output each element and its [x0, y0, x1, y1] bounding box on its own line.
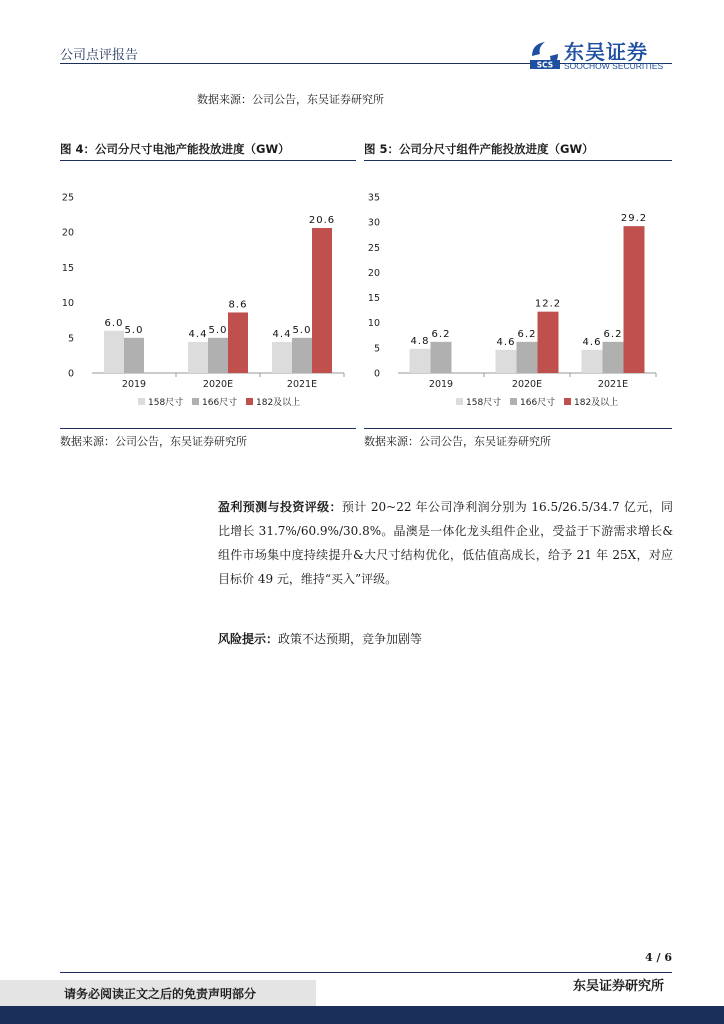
y-tick-label: 20 — [61, 227, 74, 239]
y-tick-label: 5 — [373, 343, 380, 355]
x-tick-label: 2020E — [511, 379, 543, 390]
y-tick-label: 35 — [367, 192, 380, 204]
y-tick-label: 25 — [367, 242, 380, 254]
data-label: 4.4 — [188, 329, 208, 341]
logo-en-text: SOOCHOW SECURITIES — [564, 61, 664, 71]
y-tick-label: 10 — [367, 318, 380, 330]
forecast-paragraph — [218, 495, 673, 591]
y-tick-label: 0 — [67, 368, 74, 380]
figure-4-source: 数据来源：公司公告，东吴证券研究所 — [60, 435, 247, 448]
figure-5-chart — [364, 183, 672, 413]
bar — [292, 338, 312, 373]
logo-mark-icon — [528, 38, 562, 72]
data-label: 29.2 — [620, 213, 648, 225]
x-tick-label: 2021E — [286, 379, 318, 390]
x-tick-label: 2019 — [121, 379, 147, 390]
x-tick-label: 2019 — [428, 379, 454, 390]
legend-swatch — [192, 398, 199, 405]
data-label: 4.6 — [496, 336, 516, 348]
page-number: 4 / 6 — [645, 951, 672, 964]
bar — [624, 226, 645, 373]
logo-cn-text: 东吴证券 — [564, 40, 648, 64]
x-tick-label: 2020E — [202, 379, 234, 390]
x-tick-label: 2021E — [597, 379, 629, 390]
figure-4-top-rule — [60, 160, 356, 161]
y-tick-label: 10 — [61, 298, 74, 310]
legend-swatch — [456, 398, 463, 405]
forecast-text: 预计 20~22 年公司净利润分别为 16.5/26.5/34.7 亿元，同比增长 31.7%/60.9%/30.8%。晶澳是一体化龙头组件企业，受益于下游需求增长&组件市场集中度持续提升&大尺寸结构优化，低估值高成长，给予 21 年 25X，对应目标价 49 元，维持“买入”评级。 — [218, 500, 673, 586]
soochow-logo — [528, 38, 674, 72]
y-tick-label: 30 — [367, 217, 380, 229]
data-label: 6.2 — [517, 328, 537, 340]
figure-4-bottom-rule — [60, 428, 356, 429]
logo-mark-text: SCS — [536, 60, 554, 70]
risk-paragraph — [218, 629, 422, 649]
bar — [104, 331, 124, 373]
figure-5-title: 图 5：公司分尺寸组件产能投放进度（GW） — [364, 142, 594, 156]
legend-swatch — [564, 398, 571, 405]
report-type: 公司点评报告 — [60, 48, 139, 63]
bar — [410, 349, 431, 373]
y-tick-label: 15 — [367, 293, 380, 305]
figure-5-bottom-rule — [364, 428, 672, 429]
data-label: 4.4 — [272, 329, 292, 341]
forecast-label: 盈利预测与投资评级： — [218, 500, 342, 514]
risk-text: 政策不达预期，竞争加剧等 — [278, 632, 423, 646]
legend-swatch — [138, 398, 145, 405]
top-source-note: 数据来源：公司公告，东吴证券研究所 — [197, 93, 384, 106]
bar — [208, 338, 228, 373]
bar — [582, 350, 603, 373]
y-tick-label: 25 — [61, 192, 74, 204]
bar — [228, 312, 248, 373]
bar — [517, 342, 538, 373]
risk-label: 风险提示： — [218, 632, 279, 646]
footer-divider — [60, 972, 672, 973]
data-label: 5.0 — [124, 324, 144, 336]
y-tick-label: 15 — [61, 262, 74, 274]
legend-swatch — [246, 398, 253, 405]
figure-5-top-rule — [364, 160, 672, 161]
data-label: 4.8 — [410, 335, 430, 347]
bar — [272, 342, 292, 373]
footer-bar — [0, 1006, 724, 1024]
bar — [431, 342, 452, 373]
figure-4-title: 图 4：公司分尺寸电池产能投放进度（GW） — [60, 142, 290, 156]
bar — [188, 342, 208, 373]
legend-label: 182及以上 — [574, 398, 619, 408]
y-tick-label: 5 — [67, 333, 74, 345]
y-tick-label: 0 — [373, 368, 380, 380]
bar — [124, 338, 144, 373]
footer-org: 东吴证券研究所 — [572, 979, 664, 994]
legend-label: 166尺寸 — [202, 398, 238, 408]
data-label: 4.6 — [582, 336, 602, 348]
data-label: 6.0 — [104, 317, 124, 329]
data-label: 5.0 — [208, 324, 228, 336]
data-label: 20.6 — [308, 214, 336, 226]
legend-label: 158尺寸 — [148, 398, 184, 408]
bar — [312, 228, 332, 373]
figure-5-source: 数据来源：公司公告，东吴证券研究所 — [364, 435, 551, 448]
figure-4-chart — [60, 183, 356, 413]
bar — [496, 350, 517, 373]
data-label: 6.2 — [431, 328, 451, 340]
disclaimer-note: 请务必阅读正文之后的免责声明部分 — [64, 987, 257, 1001]
legend-label: 182及以上 — [256, 398, 301, 408]
bar — [538, 312, 559, 373]
data-label: 6.2 — [603, 328, 623, 340]
legend-label: 158尺寸 — [466, 398, 502, 408]
data-label: 8.6 — [228, 299, 248, 311]
bar — [603, 342, 624, 373]
legend-swatch — [510, 398, 517, 405]
data-label: 5.0 — [292, 324, 312, 336]
y-tick-label: 20 — [367, 267, 380, 279]
data-label: 12.2 — [534, 298, 562, 310]
legend-label: 166尺寸 — [520, 398, 556, 408]
